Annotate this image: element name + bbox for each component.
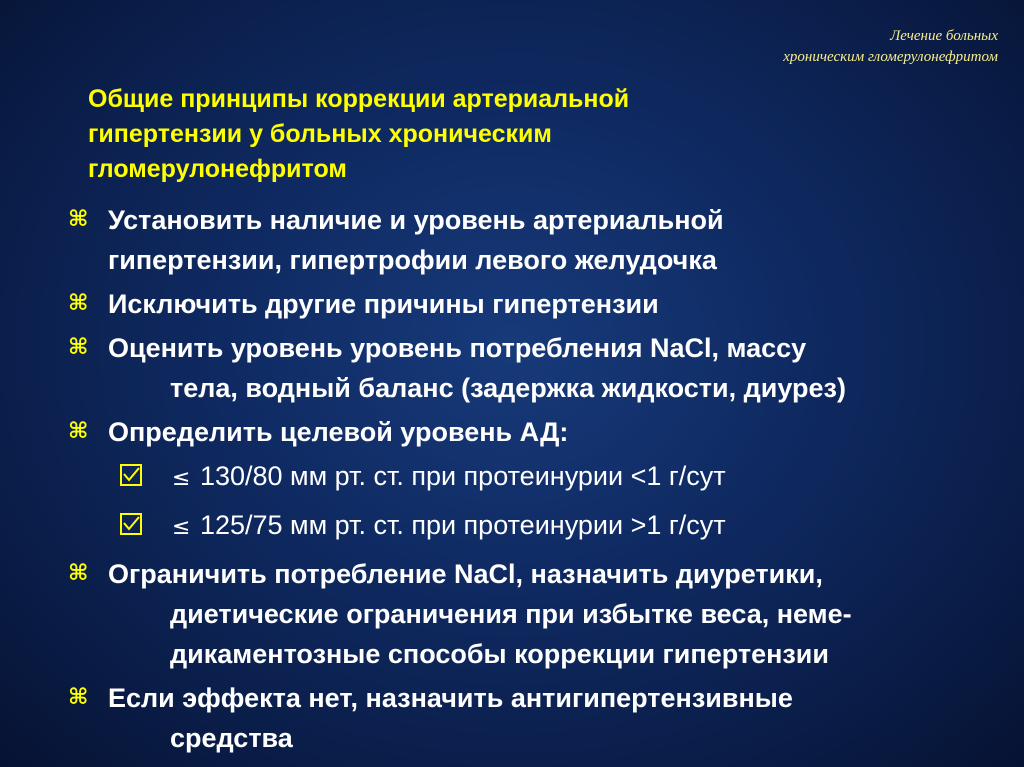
list-item-text: Ограничить потребление NaCl, назначить диуретики, [108,559,823,589]
list-item-text: Определить целевой уровень АД: [108,417,569,447]
list-item [62,284,1002,324]
slide-title [88,82,848,187]
sub-item-text: 130/80 мм рт. ст. при протеинурии <1 г/сут [199,461,726,491]
title-line: Общие принципы коррекции артериальной [88,85,630,113]
list-item-text: тела, водный баланс (задержка жидкости, диурез) [170,373,846,403]
caption-line: хроническим гломерулонефритом [783,49,998,65]
list-item [62,200,1002,280]
sub-item-text: 125/75 мм рт. ст. при протеинурии >1 г/сут [199,510,726,540]
list-item-text: Оценить уровень уровень потребления NaCl, массу [108,333,807,363]
title-line: гипертензии у больных хроническим [88,120,552,148]
slide-header-caption [783,26,998,68]
command-key-icon: ⌘ [68,207,89,232]
list-item-text: дикаментозные способы коррекции гипертензии [170,639,830,669]
command-key-icon: ⌘ [68,561,89,586]
caption-line: Лечение больных [890,28,998,44]
command-key-icon: ⌘ [68,291,89,316]
checkbox-icon [120,513,142,535]
command-key-icon: ⌘ [68,335,89,360]
title-line: гломерулонефритом [88,155,347,183]
checkbox-icon [120,464,142,486]
list-item-text: гипертензии, гипертрофии левого желудочка [108,245,717,275]
list-item-text: Установить наличие и уровень артериальной [108,205,724,235]
less-equal-symbol: ≤ [172,515,191,540]
list-item [62,678,1002,758]
less-equal-symbol: ≤ [172,466,191,491]
command-key-icon: ⌘ [68,419,89,444]
list-item-text: диетические ограничения при избытке веса, неме- [170,599,852,629]
command-key-icon: ⌘ [68,685,89,710]
list-item-text: Исключить другие причины гипертензии [108,289,659,319]
sub-item [62,505,1002,548]
list-item [62,412,1002,452]
list-item-text: средства [170,723,293,753]
sub-item [62,456,1002,499]
list-item [62,554,1002,674]
list-item-text: Если эффекта нет, назначить антигипертензивные [108,683,793,713]
list-item [62,328,1002,408]
bullet-list [62,200,1002,762]
